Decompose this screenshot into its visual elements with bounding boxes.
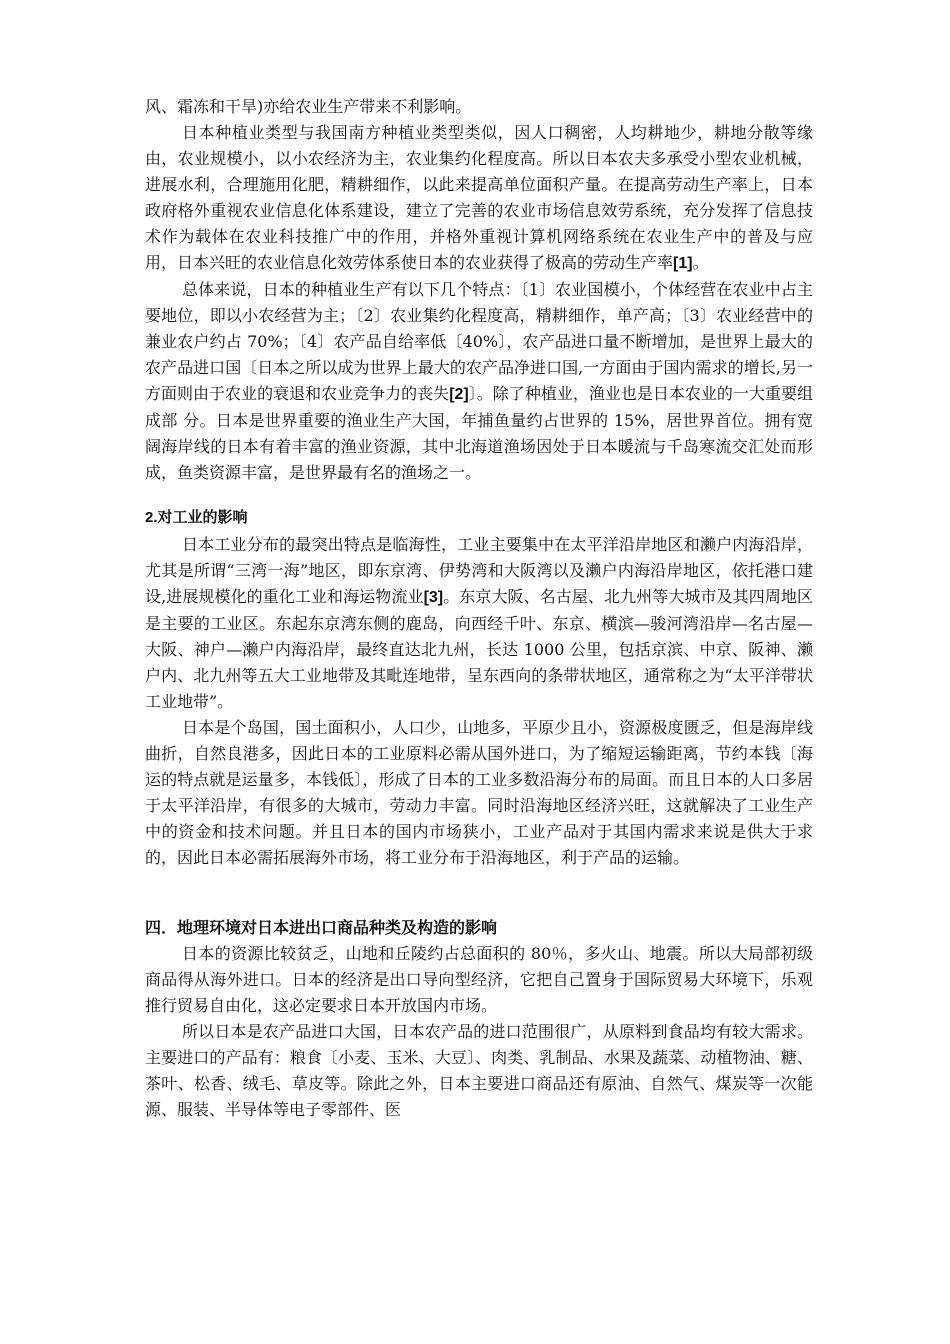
citation-ref-3: [3]	[423, 589, 444, 606]
paragraph-intro: 风、霜冻和干旱)亦给农业生产带来不利影响。	[145, 97, 472, 116]
citation-ref-2: [2]	[449, 386, 469, 403]
paragraph-industry-text-b: 。东京大阪、名古屋、北九州等大城市及其四周地区是主要的工业区。东起东京湾东侧的鹿岛，向西经千叶、东京、横滨—骏河湾沿岸—名古屋—大阪、神户—濑户内海沿岸，最终直达北九州，长达 1000 公里，包括京滨、中京、阪神、濑户内、北九州等五大工业地带及其毗连地带，呈东西向的条带状地区，通常称之为“太平洋带状工业地带”。	[145, 587, 813, 711]
paragraph-imports: 所以日本是农产品进口大国，日本农产品的进口范围很广，从原料到食品均有较大需求。主要进口的产品有：粮食〔小麦、玉米、大豆〕、肉类、乳制品、水果及蔬菜、动植物油、糖、茶叶、松香、绒毛、草皮等。除此之外，日本主要进口商品还有原油、自然气、煤炭等一次能源、服装、半导体等电子零部件、医	[145, 1022, 813, 1119]
paragraph-resources: 日本的资源比较贫乏，山地和丘陵约占总面积的 80％，多火山、地震。所以大局部初级商品得从海外进口。日本的经济是出口导向型经济，它把自己置身于国际贸易大环境下，乐观推行贸易自由化，这必定要求日本开放国内市场。	[145, 944, 813, 1015]
citation-ref-1: [1]	[673, 255, 693, 272]
paragraph-industry	[145, 532, 813, 715]
paragraph-island: 日本是个岛国，国土面积小，人口少，山地多，平原少且小，资源极度匮乏，但是海岸线曲折，自然良港多，因此日本的工业原料必需从国外进口，为了缩短运输距离，节约本钱〔海运的特点就是运量多，本钱低〕，形成了日本的工业多数沿海分布的局面。而且日本的人口多居于太平洋沿岸，有很多的大城市，劳动力丰富。同时沿海地区经济兴旺，这就解决了工业生产中的资金和技术问题。并且日本的国内市场狭小，工业产品对于其国内需求来说是供大于求的，因此日本必需拓展海外市场，将工业分布于沿海地区，利于产品的运输。	[145, 718, 813, 867]
document-body	[145, 94, 813, 1123]
paragraph-planting-end: 。	[692, 253, 709, 272]
paragraph-industry-text-a: 日本工业分布的最突出特点是临海性，工业主要集中在太平洋沿岸地区和濑户内海沿岸，尤其是所谓“三湾一海”地区，即东京湾、伊势湾和大阪湾以及濑户内海沿岸地区，依托港口建设,进展规模化的重化工业和海运物流业	[145, 535, 813, 606]
heading-section-4: 四．地理环境对日本进出口商品种类及构造的影响	[145, 918, 498, 937]
paragraph-features	[145, 277, 813, 486]
heading-industry: 2.对工业的影响	[145, 509, 248, 526]
paragraph-features-text-b: 〕。除了种植业，渔业也是日本农业的一大重要组成部 分。日本是世界重要的渔业生产大国，年捕鱼量约占世界的 15%，居世界首位。拥有宽阔海岸线的日本有着丰富的渔业资源，其中北海道渔场因处于日本暖流与千岛寒流交汇处而形成，鱼类资源丰富，是世界最有名的渔场之一。	[145, 384, 813, 482]
paragraph-planting-text: 日本种植业类型与我国南方种植业类型类似，因人口稠密，人均耕地少，耕地分散等缘由，农业规模小，以小农经济为主，农业集约化程度高。所以日本农夫多承受小型农业机械，进展水利，合理施用化肥，精耕细作，以此来提高单位面积产量。在提高劳动生产率上，日本政府格外重视农业信息化体系建设，建立了完善的农业市场信息效劳系统，充分发挥了信息技术作为载体在农业科技推广中的作用，并格外重视计算机网络系统在农业生产中的普及与应用，日本兴旺的农业信息化效劳体系使日本的农业获得了极高的劳动生产率	[145, 123, 813, 272]
paragraph-features-text-a: 总体来说，日本的种植业生产有以下几个特点：〔1〕农业国模小，个体经营在农业中占主要地位，即以小农经营为主；〔2〕农业集约化程度高，精耕细作，单产高；〔3〕农业经营中的兼业农户约占 70%；〔4〕农产品自给率低〔40%〕，农产品进口量不断增加，是世界上最大的农产品进口国〔日本之所以成为世界上最大的农产品净进口国,一方面由于国内需求的增长,另一方面则由于农业的衰退和农业竞争力的丧失	[145, 280, 813, 403]
paragraph-planting	[145, 120, 813, 277]
